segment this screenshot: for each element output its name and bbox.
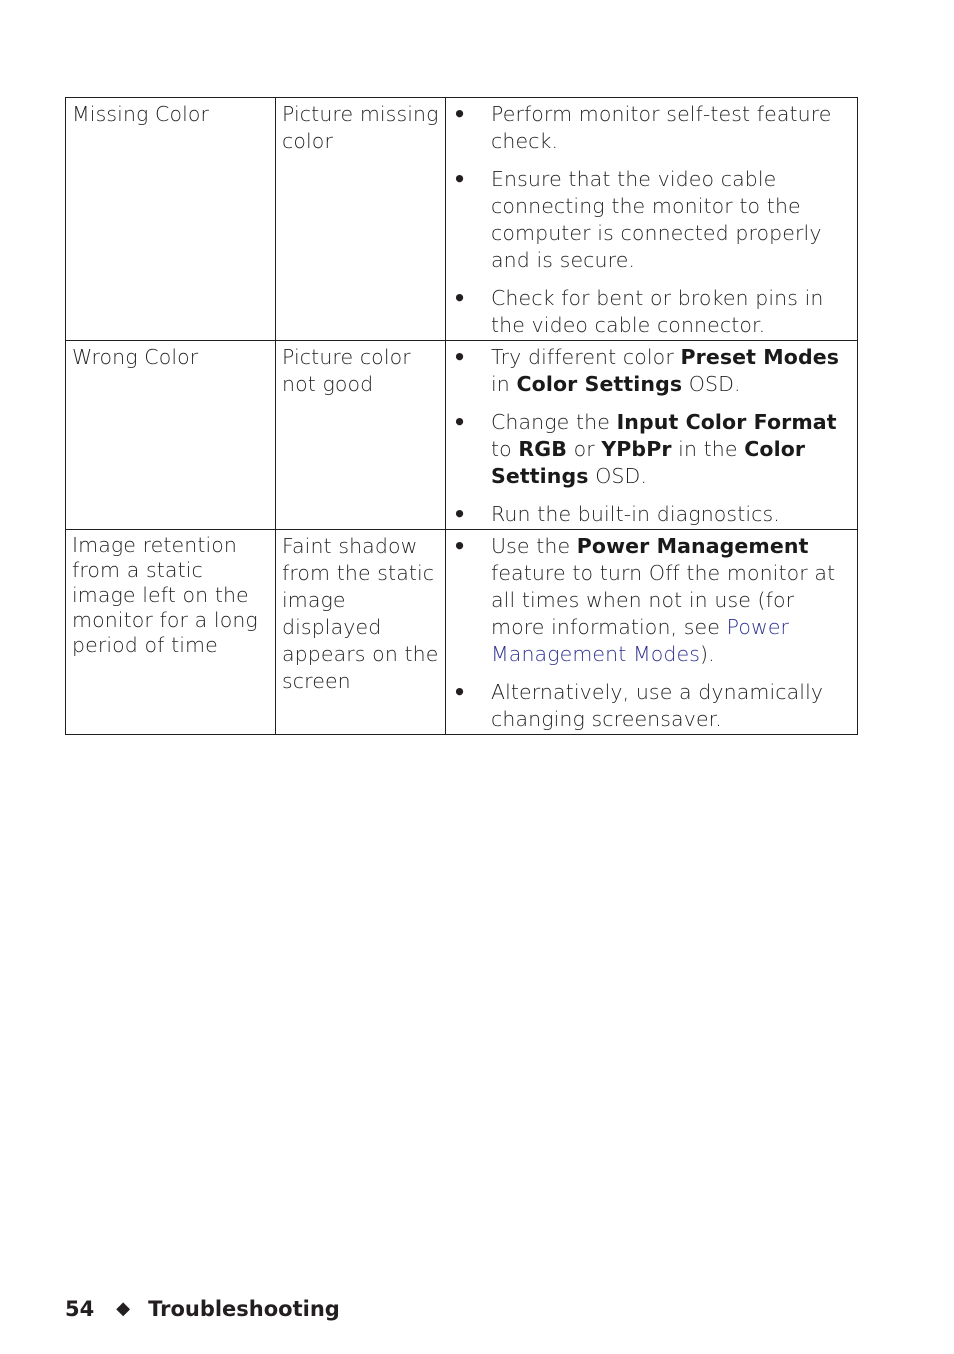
solutions-cell xyxy=(446,341,858,530)
solution-item xyxy=(453,166,849,274)
solution-text: to xyxy=(491,437,519,461)
solution-text: OSD. xyxy=(682,372,741,396)
solution-item xyxy=(453,344,849,398)
bold-term: Power Management xyxy=(576,534,809,558)
page-number: 54 xyxy=(65,1297,95,1321)
diamond-separator-icon: ◆ xyxy=(116,1298,131,1319)
solution-text: Change the xyxy=(491,410,617,434)
symptom-cell: Picture color not good xyxy=(276,341,446,530)
bold-term: Preset Modes xyxy=(680,345,840,369)
table-row xyxy=(66,530,858,735)
bold-term: RGB xyxy=(518,437,567,461)
solution-item xyxy=(453,679,849,733)
bold-term: Color Settings xyxy=(516,372,683,396)
solution-list xyxy=(453,344,849,528)
solution-text: feature to turn Off the monitor at all times when not in use (for more information, see xyxy=(491,561,836,639)
solution-item xyxy=(453,101,849,155)
solution-text: in xyxy=(491,372,517,396)
bold-term: YPbPr xyxy=(601,437,672,461)
problem-cell: Missing Color xyxy=(66,98,276,341)
solution-text: in the xyxy=(671,437,745,461)
solution-item xyxy=(453,285,849,339)
symptom-cell: Picture missing color xyxy=(276,98,446,341)
solutions-cell xyxy=(446,530,858,735)
solution-text: Try different color xyxy=(491,345,681,369)
solution-text: Ensure that the video cable connecting the monitor to the computer is connected properly and is secure. xyxy=(491,167,822,272)
solution-text: Alternatively, use a dynamically changing screensaver. xyxy=(491,680,824,731)
table-row xyxy=(66,98,858,341)
solution-text: Perform monitor self-test feature check. xyxy=(491,102,832,153)
problem-cell: Wrong Color xyxy=(66,341,276,530)
section-title: Troubleshooting xyxy=(148,1297,340,1321)
troubleshooting-table xyxy=(65,97,858,735)
solutions-cell xyxy=(446,98,858,341)
symptom-cell: Faint shadow from the static image displayed appears on the screen xyxy=(276,530,446,735)
table-row xyxy=(66,341,858,530)
solution-list xyxy=(453,533,849,733)
bold-term: Input Color Format xyxy=(616,410,837,434)
solution-item xyxy=(453,501,849,528)
solution-text: or xyxy=(566,437,602,461)
page-footer xyxy=(65,1297,340,1321)
solution-item xyxy=(453,409,849,490)
solution-list xyxy=(453,101,849,339)
solution-text: Use the xyxy=(491,534,577,558)
solution-text: OSD. xyxy=(588,464,648,488)
cross-reference-link[interactable]: Power Management Modes xyxy=(491,615,790,666)
problem-cell: Image retention from a static image left on the monitor for a long period of time xyxy=(66,530,276,735)
solution-item xyxy=(453,533,849,668)
solution-text: Run the built-in diagnostics. xyxy=(491,502,780,526)
solution-text: ). xyxy=(699,642,715,666)
solution-text: Check for bent or broken pins in the video cable connector. xyxy=(491,286,824,337)
bold-term: Color Settings xyxy=(491,437,806,488)
